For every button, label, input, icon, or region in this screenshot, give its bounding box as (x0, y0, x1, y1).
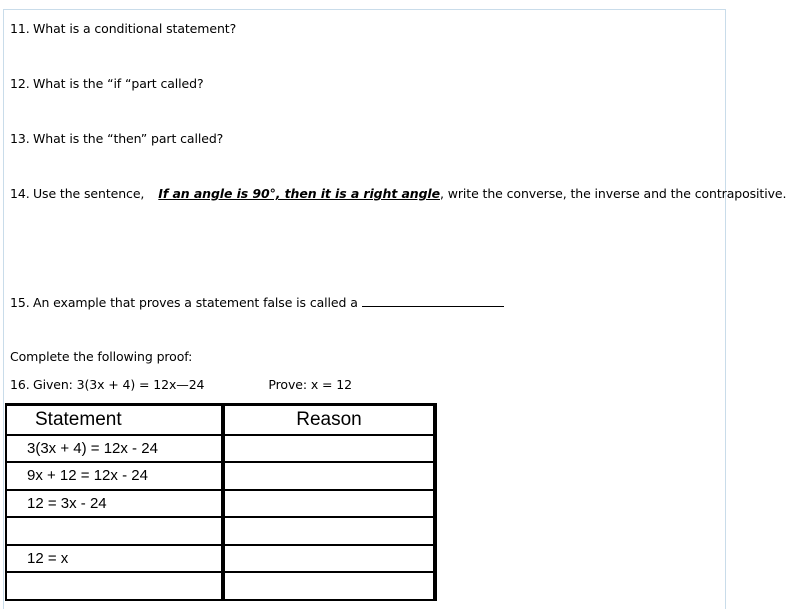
reason-cell[interactable] (223, 517, 435, 545)
statement-cell[interactable]: 12 = x (6, 545, 223, 573)
question-number: 14. (10, 186, 30, 201)
question-suffix: , write the converse, the inverse and the contrapositive. (440, 186, 786, 201)
proof-intro: Complete the following proof: (10, 349, 193, 364)
question-15 (10, 295, 504, 310)
question-number: 13. (10, 131, 30, 146)
reason-cell[interactable] (223, 545, 435, 573)
question-12 (10, 76, 204, 91)
question-number: 12. (10, 76, 30, 91)
question-11 (10, 21, 236, 36)
statement-cell[interactable]: 3(3x + 4) = 12x - 24 (6, 435, 223, 463)
statement-header: Statement (6, 405, 223, 435)
question-text: An example that proves a statement false is called a (33, 295, 358, 310)
reason-cell[interactable] (223, 490, 435, 518)
proof-row (6, 572, 435, 600)
proof-row (6, 517, 435, 545)
statement-cell[interactable] (6, 572, 223, 600)
question-number: 16. (10, 377, 30, 392)
prove-statement: Prove: x = 12 (268, 377, 352, 392)
question-prefix: Use the sentence, (33, 186, 145, 201)
proof-header-row (6, 405, 435, 435)
question-13 (10, 131, 223, 146)
proof-row (6, 490, 435, 518)
statement-cell[interactable]: 12 = 3x - 24 (6, 490, 223, 518)
question-14 (10, 186, 786, 201)
proof-row (6, 462, 435, 490)
question-text: What is a conditional statement? (33, 21, 237, 36)
question-text: What is the “if “part called? (33, 76, 204, 91)
proof-row (6, 435, 435, 463)
reason-cell[interactable] (223, 462, 435, 490)
question-16 (10, 377, 352, 392)
question-text: What is the “then” part called? (33, 131, 224, 146)
statement-cell[interactable]: 9x + 12 = 12x - 24 (6, 462, 223, 490)
answer-blank[interactable] (362, 295, 504, 307)
question-number: 11. (10, 21, 30, 36)
conditional-sentence: If an angle is 90°, then it is a right angle (158, 186, 440, 201)
reason-cell[interactable] (223, 435, 435, 463)
statement-cell[interactable] (6, 517, 223, 545)
reason-cell[interactable] (223, 572, 435, 600)
proof-table (5, 403, 437, 601)
proof-row (6, 545, 435, 573)
reason-header: Reason (223, 405, 435, 435)
question-number: 15. (10, 295, 30, 310)
given-statement: Given: 3(3x + 4) = 12x—24 (33, 377, 205, 392)
